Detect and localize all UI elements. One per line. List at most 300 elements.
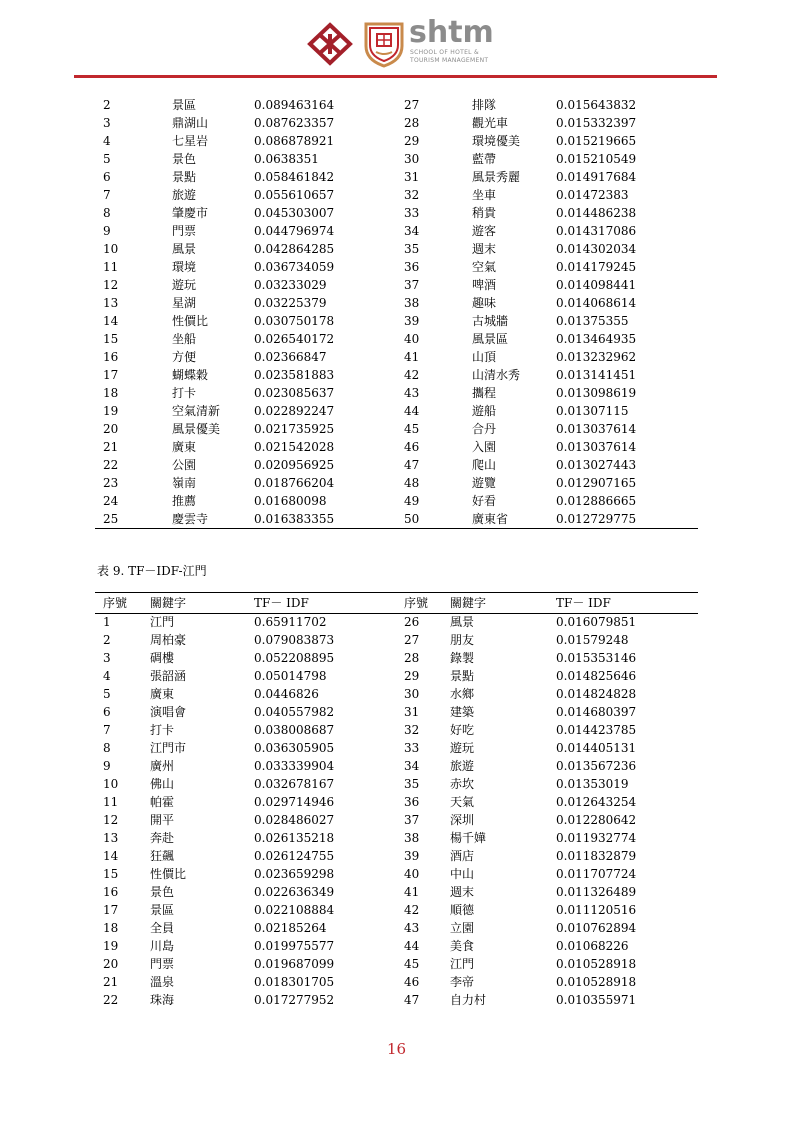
table-cell: 0.055610657	[254, 188, 335, 202]
table-cell: 0.65911702	[254, 615, 327, 629]
table-cell: 趣味	[472, 296, 497, 310]
table-cell: 碉樓	[150, 651, 175, 665]
table-cell: 13	[103, 296, 119, 310]
table-cell: 遊船	[472, 404, 497, 418]
table-row	[0, 330, 793, 348]
table-cell: 0.01472383	[556, 188, 629, 202]
table-row	[0, 384, 793, 402]
table-continued	[0, 96, 793, 536]
table-cell: 31	[404, 705, 420, 719]
table-row	[0, 991, 793, 1009]
table-cell: 0.026124755	[254, 849, 335, 863]
table-row	[0, 204, 793, 222]
brand-name: shtm	[409, 15, 494, 50]
table-cell: 星湖	[172, 296, 197, 310]
table-cell: 0.052208895	[254, 651, 335, 665]
table-cell: 古城牆	[472, 314, 509, 328]
table-cell: 39	[404, 314, 420, 328]
table-cell: 0.03233029	[254, 278, 327, 292]
table-cell: 遊玩	[172, 278, 197, 292]
table-cell: 49	[404, 494, 420, 508]
table-cell: 性價比	[172, 314, 209, 328]
table-cell: 開平	[150, 813, 175, 827]
table-bottom-rule	[95, 528, 698, 529]
table-cell: 43	[404, 921, 420, 935]
table-cell: 0.01375355	[556, 314, 629, 328]
table-cell: 門票	[150, 957, 175, 971]
table-cell: 0.019687099	[254, 957, 335, 971]
table-cell: 旅遊	[172, 188, 197, 202]
table-cell: 33	[404, 206, 420, 220]
table-cell: 楊千嬅	[450, 831, 487, 845]
table-cell: 0.014068614	[556, 296, 637, 310]
table-cell: 0.079083873	[254, 633, 335, 647]
table-cell: 川島	[150, 939, 175, 953]
table-cell: 23	[103, 476, 119, 490]
table-cell: 0.020956925	[254, 458, 335, 472]
table-cell: 帕霍	[150, 795, 175, 809]
table-cell: 36	[404, 795, 420, 809]
table-cell: 遊客	[472, 224, 497, 238]
table-cell: 0.01579248	[556, 633, 629, 647]
table-cell: 0.013464935	[556, 332, 637, 346]
table-row	[0, 510, 793, 528]
table-cell: 0.01307115	[556, 404, 629, 418]
table9	[0, 592, 793, 1012]
table-cell: 0.019975577	[254, 939, 335, 953]
table-cell: 廣東	[150, 687, 175, 701]
table-cell: 22	[103, 458, 119, 472]
table-cell: 10	[103, 777, 119, 791]
table-cell: 序號	[404, 596, 429, 610]
table-cell: 好看	[472, 494, 497, 508]
table-cell: 水鄉	[450, 687, 475, 701]
table-cell: 28	[404, 651, 420, 665]
table-cell: 0.086878921	[254, 134, 335, 148]
table-cell: 2	[103, 633, 111, 647]
table-cell: 9	[103, 759, 111, 773]
table-cell: 景色	[172, 152, 197, 166]
table-cell: 0.02185264	[254, 921, 327, 935]
table-row	[0, 186, 793, 204]
table-cell: 七星岩	[172, 134, 209, 148]
table-row	[0, 402, 793, 420]
table-cell: 啤酒	[472, 278, 497, 292]
table-cell: 7	[103, 188, 111, 202]
table-cell: 江門市	[150, 741, 187, 755]
table-cell: 好吃	[450, 723, 475, 737]
table-cell: 27	[404, 633, 420, 647]
table-cell: 觀光車	[472, 116, 509, 130]
table-cell: 排隊	[472, 98, 497, 112]
table-cell: 0.013098619	[556, 386, 637, 400]
table-cell: 0.01353019	[556, 777, 629, 791]
table-cell: 13	[103, 831, 119, 845]
table-cell: 11	[103, 260, 119, 274]
table-cell: 0.015332397	[556, 116, 637, 130]
table-cell: 18	[103, 386, 119, 400]
table-cell: 47	[404, 993, 420, 1007]
table-cell: 美食	[450, 939, 475, 953]
table-row	[0, 168, 793, 186]
table-cell: 29	[404, 134, 420, 148]
table-cell: 0.013141451	[556, 368, 637, 382]
table-cell: 0.026540172	[254, 332, 335, 346]
table-row	[0, 919, 793, 937]
table-row	[0, 757, 793, 775]
table-cell: 中山	[450, 867, 475, 881]
table-cell: 張韶涵	[150, 669, 187, 683]
table9-header-row	[0, 594, 793, 612]
table-cell: TF－ IDF	[556, 596, 611, 610]
table-cell: 深圳	[450, 813, 475, 827]
table-cell: 風景	[450, 615, 475, 629]
table-cell: 21	[103, 975, 119, 989]
table-cell: 42	[404, 368, 420, 382]
table-cell: 0.017277952	[254, 993, 335, 1007]
table-cell: 藍帶	[472, 152, 497, 166]
table-cell: 狂飆	[150, 849, 175, 863]
table-cell: 46	[404, 440, 420, 454]
table-cell: 30	[404, 687, 420, 701]
table-cell: 0.030750178	[254, 314, 335, 328]
table-cell: 周柏豪	[150, 633, 187, 647]
table-cell: 0.033339904	[254, 759, 335, 773]
table-cell: 立園	[450, 921, 475, 935]
table-cell: 22	[103, 993, 119, 1007]
table-row	[0, 811, 793, 829]
table-cell: 0.011120516	[556, 903, 637, 917]
table-row	[0, 649, 793, 667]
table-cell: 0.013567236	[556, 759, 637, 773]
table-cell: 0.087623357	[254, 116, 335, 130]
table-cell: 0.045303007	[254, 206, 335, 220]
table-row	[0, 883, 793, 901]
table-cell: 0.010528918	[556, 957, 637, 971]
table-cell: 景區	[172, 98, 197, 112]
table-row	[0, 685, 793, 703]
table-cell: 攜程	[472, 386, 497, 400]
table-cell: 打卡	[150, 723, 175, 737]
table-cell: 肇慶市	[172, 206, 209, 220]
table-cell: 0.029714946	[254, 795, 335, 809]
table-cell: 0.014486238	[556, 206, 637, 220]
table-row	[0, 937, 793, 955]
table-cell: 0.016079851	[556, 615, 637, 629]
table-cell: 0.036305905	[254, 741, 335, 755]
table-cell: 0.014680397	[556, 705, 637, 719]
table-cell: 奔赴	[150, 831, 175, 845]
table-cell: 37	[404, 813, 420, 827]
table-row	[0, 667, 793, 685]
table-cell: 34	[404, 224, 420, 238]
table-cell: 15	[103, 332, 119, 346]
table-cell: 0.021735925	[254, 422, 335, 436]
table-cell: 0.011832879	[556, 849, 637, 863]
table-cell: 0.022892247	[254, 404, 335, 418]
table-cell: 0.010762894	[556, 921, 637, 935]
table-cell: 2	[103, 98, 111, 112]
table-row	[0, 150, 793, 168]
table-row	[0, 865, 793, 883]
table-cell: 爬山	[472, 458, 497, 472]
table-cell: 39	[404, 849, 420, 863]
table-cell: 3	[103, 651, 111, 665]
table-cell: 6	[103, 705, 111, 719]
table-row	[0, 276, 793, 294]
table-cell: 空氣	[472, 260, 497, 274]
brand-subtitle	[410, 49, 488, 65]
table-cell: 序號	[103, 596, 128, 610]
table-cell: 16	[103, 885, 119, 899]
table-row	[0, 438, 793, 456]
table-row	[0, 348, 793, 366]
brand-subtitle-line2: TOURISM MANAGEMENT	[410, 57, 489, 64]
table-cell: 9	[103, 224, 111, 238]
table-cell: 全員	[150, 921, 175, 935]
table-cell: 0.012729775	[556, 512, 637, 526]
table-cell: 0.014825646	[556, 669, 637, 683]
table-cell: 36	[404, 260, 420, 274]
table-cell: 門票	[172, 224, 197, 238]
table-cell: 關鍵字	[450, 596, 487, 610]
table-cell: 朋友	[450, 633, 475, 647]
table-cell: 0.014302034	[556, 242, 637, 256]
table-cell: 遊玩	[450, 741, 475, 755]
table-cell: 嶺南	[172, 476, 197, 490]
table-cell: 0.015643832	[556, 98, 637, 112]
table-cell: 0.044796974	[254, 224, 335, 238]
table-cell: 0.022636349	[254, 885, 335, 899]
table-cell: 0.018766204	[254, 476, 335, 490]
table-cell: 45	[404, 422, 420, 436]
table-cell: 0.014917684	[556, 170, 637, 184]
table-row	[0, 474, 793, 492]
table-row	[0, 721, 793, 739]
table-cell: 0.015210549	[556, 152, 637, 166]
table-cell: 廣東	[172, 440, 197, 454]
table-cell: 關鍵字	[150, 596, 187, 610]
page-number: 16	[386, 1040, 407, 1058]
school-crest-icon	[362, 20, 406, 68]
table-cell: 景區	[150, 903, 175, 917]
table-cell: 5	[103, 687, 111, 701]
table-cell: 8	[103, 206, 111, 220]
table-cell: 建築	[450, 705, 475, 719]
table-cell: 合丹	[472, 422, 497, 436]
table-cell: 12	[103, 813, 119, 827]
table-cell: 環境	[172, 260, 197, 274]
table-cell: 0.032678167	[254, 777, 335, 791]
table-cell: 0.012907165	[556, 476, 637, 490]
table-cell: 坐車	[472, 188, 497, 202]
table-cell: 0.015353146	[556, 651, 637, 665]
table-cell: 20	[103, 422, 119, 436]
table-cell: 50	[404, 512, 420, 526]
table-cell: 35	[404, 777, 420, 791]
table-cell: 性價比	[150, 867, 187, 881]
table-row	[0, 96, 793, 114]
table-cell: 8	[103, 741, 111, 755]
table-cell: 天氣	[450, 795, 475, 809]
table-row	[0, 775, 793, 793]
table-cell: 34	[404, 759, 420, 773]
table-cell: 4	[103, 134, 111, 148]
table-cell: 佛山	[150, 777, 175, 791]
table-cell: 0.040557982	[254, 705, 335, 719]
table-cell: 0.089463164	[254, 98, 335, 112]
table-cell: 週末	[472, 242, 497, 256]
table-cell: 14	[103, 314, 119, 328]
table-row	[0, 847, 793, 865]
table-row	[0, 456, 793, 474]
table-cell: 景點	[172, 170, 197, 184]
table-cell: 打卡	[172, 386, 197, 400]
table-cell: 30	[404, 152, 420, 166]
table-cell: 17	[103, 903, 119, 917]
table-cell: 0.02366847	[254, 350, 327, 364]
table-row	[0, 240, 793, 258]
table-cell: 0.012643254	[556, 795, 637, 809]
table-cell: 推薦	[172, 494, 197, 508]
table-cell: 0.014405131	[556, 741, 637, 755]
table-cell: 風景	[172, 242, 197, 256]
table-cell: 19	[103, 939, 119, 953]
table-cell: 17	[103, 368, 119, 382]
table-cell: 山頂	[472, 350, 497, 364]
brand-subtitle-line1: SCHOOL OF HOTEL &	[410, 49, 480, 56]
table-cell: 山清水秀	[472, 368, 521, 382]
table-cell: 1	[103, 615, 111, 629]
table-cell: 25	[103, 512, 119, 526]
table-cell: 45	[404, 957, 420, 971]
table-cell: 3	[103, 116, 111, 130]
polyu-logo-icon	[306, 22, 354, 66]
table-cell: 43	[404, 386, 420, 400]
table-cell: 0.01680098	[254, 494, 327, 508]
table-cell: 0.023085637	[254, 386, 335, 400]
table-cell: 10	[103, 242, 119, 256]
table-cell: 48	[404, 476, 420, 490]
table-cell: 40	[404, 867, 420, 881]
table-cell: 46	[404, 975, 420, 989]
table-cell: 32	[404, 188, 420, 202]
table-row	[0, 366, 793, 384]
table-cell: 空氣清新	[172, 404, 221, 418]
table-cell: 32	[404, 723, 420, 737]
header-divider	[74, 75, 717, 78]
table9-top-rule	[95, 592, 698, 593]
table-cell: 坐船	[172, 332, 197, 346]
table-cell: 28	[404, 116, 420, 130]
table-cell: 0.014098441	[556, 278, 637, 292]
table-cell: 順德	[450, 903, 475, 917]
table-cell: 31	[404, 170, 420, 184]
table-cell: 0.0638351	[254, 152, 319, 166]
table-cell: 酒店	[450, 849, 475, 863]
table-cell: 環境優美	[472, 134, 521, 148]
table-cell: 公園	[172, 458, 197, 472]
table-row	[0, 312, 793, 330]
table-cell: 41	[404, 885, 420, 899]
table-cell: 44	[404, 939, 420, 953]
table-cell: 26	[404, 615, 420, 629]
table-cell: 24	[103, 494, 119, 508]
table-cell: 0.014824828	[556, 687, 637, 701]
table-cell: 5	[103, 152, 111, 166]
table-cell: 47	[404, 458, 420, 472]
table-cell: 0.01068226	[556, 939, 629, 953]
table-cell: 廣東省	[472, 512, 509, 526]
table-cell: 稍貴	[472, 206, 497, 220]
table-cell: 38	[404, 296, 420, 310]
table-cell: 21	[103, 440, 119, 454]
table-cell: 16	[103, 350, 119, 364]
table-cell: 0.023581883	[254, 368, 335, 382]
table-cell: 江門	[450, 957, 475, 971]
table-cell: 29	[404, 669, 420, 683]
table-cell: 景點	[450, 669, 475, 683]
table-row	[0, 613, 793, 631]
table-cell: 溫泉	[150, 975, 175, 989]
table-cell: 0.013232962	[556, 350, 637, 364]
table-cell: 風景秀麗	[472, 170, 521, 184]
table-cell: 0.010528918	[556, 975, 637, 989]
table-cell: 4	[103, 669, 111, 683]
table-cell: 33	[404, 741, 420, 755]
table-cell: 李帝	[450, 975, 475, 989]
table-cell: 42	[404, 903, 420, 917]
table-cell: 14	[103, 849, 119, 863]
table-cell: 0.05014798	[254, 669, 327, 683]
table-cell: 珠海	[150, 993, 175, 1007]
table-cell: 0.028486027	[254, 813, 335, 827]
table-cell: 35	[404, 242, 420, 256]
table-cell: 0.013027443	[556, 458, 637, 472]
table-cell: 0.023659298	[254, 867, 335, 881]
table-cell: 0.014179245	[556, 260, 637, 274]
table-cell: 20	[103, 957, 119, 971]
table-cell: 自力村	[450, 993, 487, 1007]
table-row	[0, 739, 793, 757]
table-cell: 江門	[150, 615, 175, 629]
table-cell: 0.0446826	[254, 687, 319, 701]
table-cell: 赤坎	[450, 777, 475, 791]
table-cell: 38	[404, 831, 420, 845]
table-row	[0, 132, 793, 150]
table-cell: 蝴蝶穀	[172, 368, 209, 382]
table-cell: 0.018301705	[254, 975, 335, 989]
table-cell: 7	[103, 723, 111, 737]
table-cell: 18	[103, 921, 119, 935]
table-cell: 0.022108884	[254, 903, 335, 917]
page-header	[0, 0, 793, 80]
table-row	[0, 901, 793, 919]
table-cell: 27	[404, 98, 420, 112]
table-row	[0, 829, 793, 847]
table-row	[0, 294, 793, 312]
table-cell: 0.014423785	[556, 723, 637, 737]
table-cell: 6	[103, 170, 111, 184]
table-cell: 0.011932774	[556, 831, 637, 845]
table-cell: 鼎湖山	[172, 116, 209, 130]
table-cell: 演唱會	[150, 705, 187, 719]
table-row	[0, 973, 793, 991]
table-cell: 0.010355971	[556, 993, 637, 1007]
table-cell: 旅遊	[450, 759, 475, 773]
table-cell: 0.021542028	[254, 440, 335, 454]
table-cell: 景色	[150, 885, 175, 899]
